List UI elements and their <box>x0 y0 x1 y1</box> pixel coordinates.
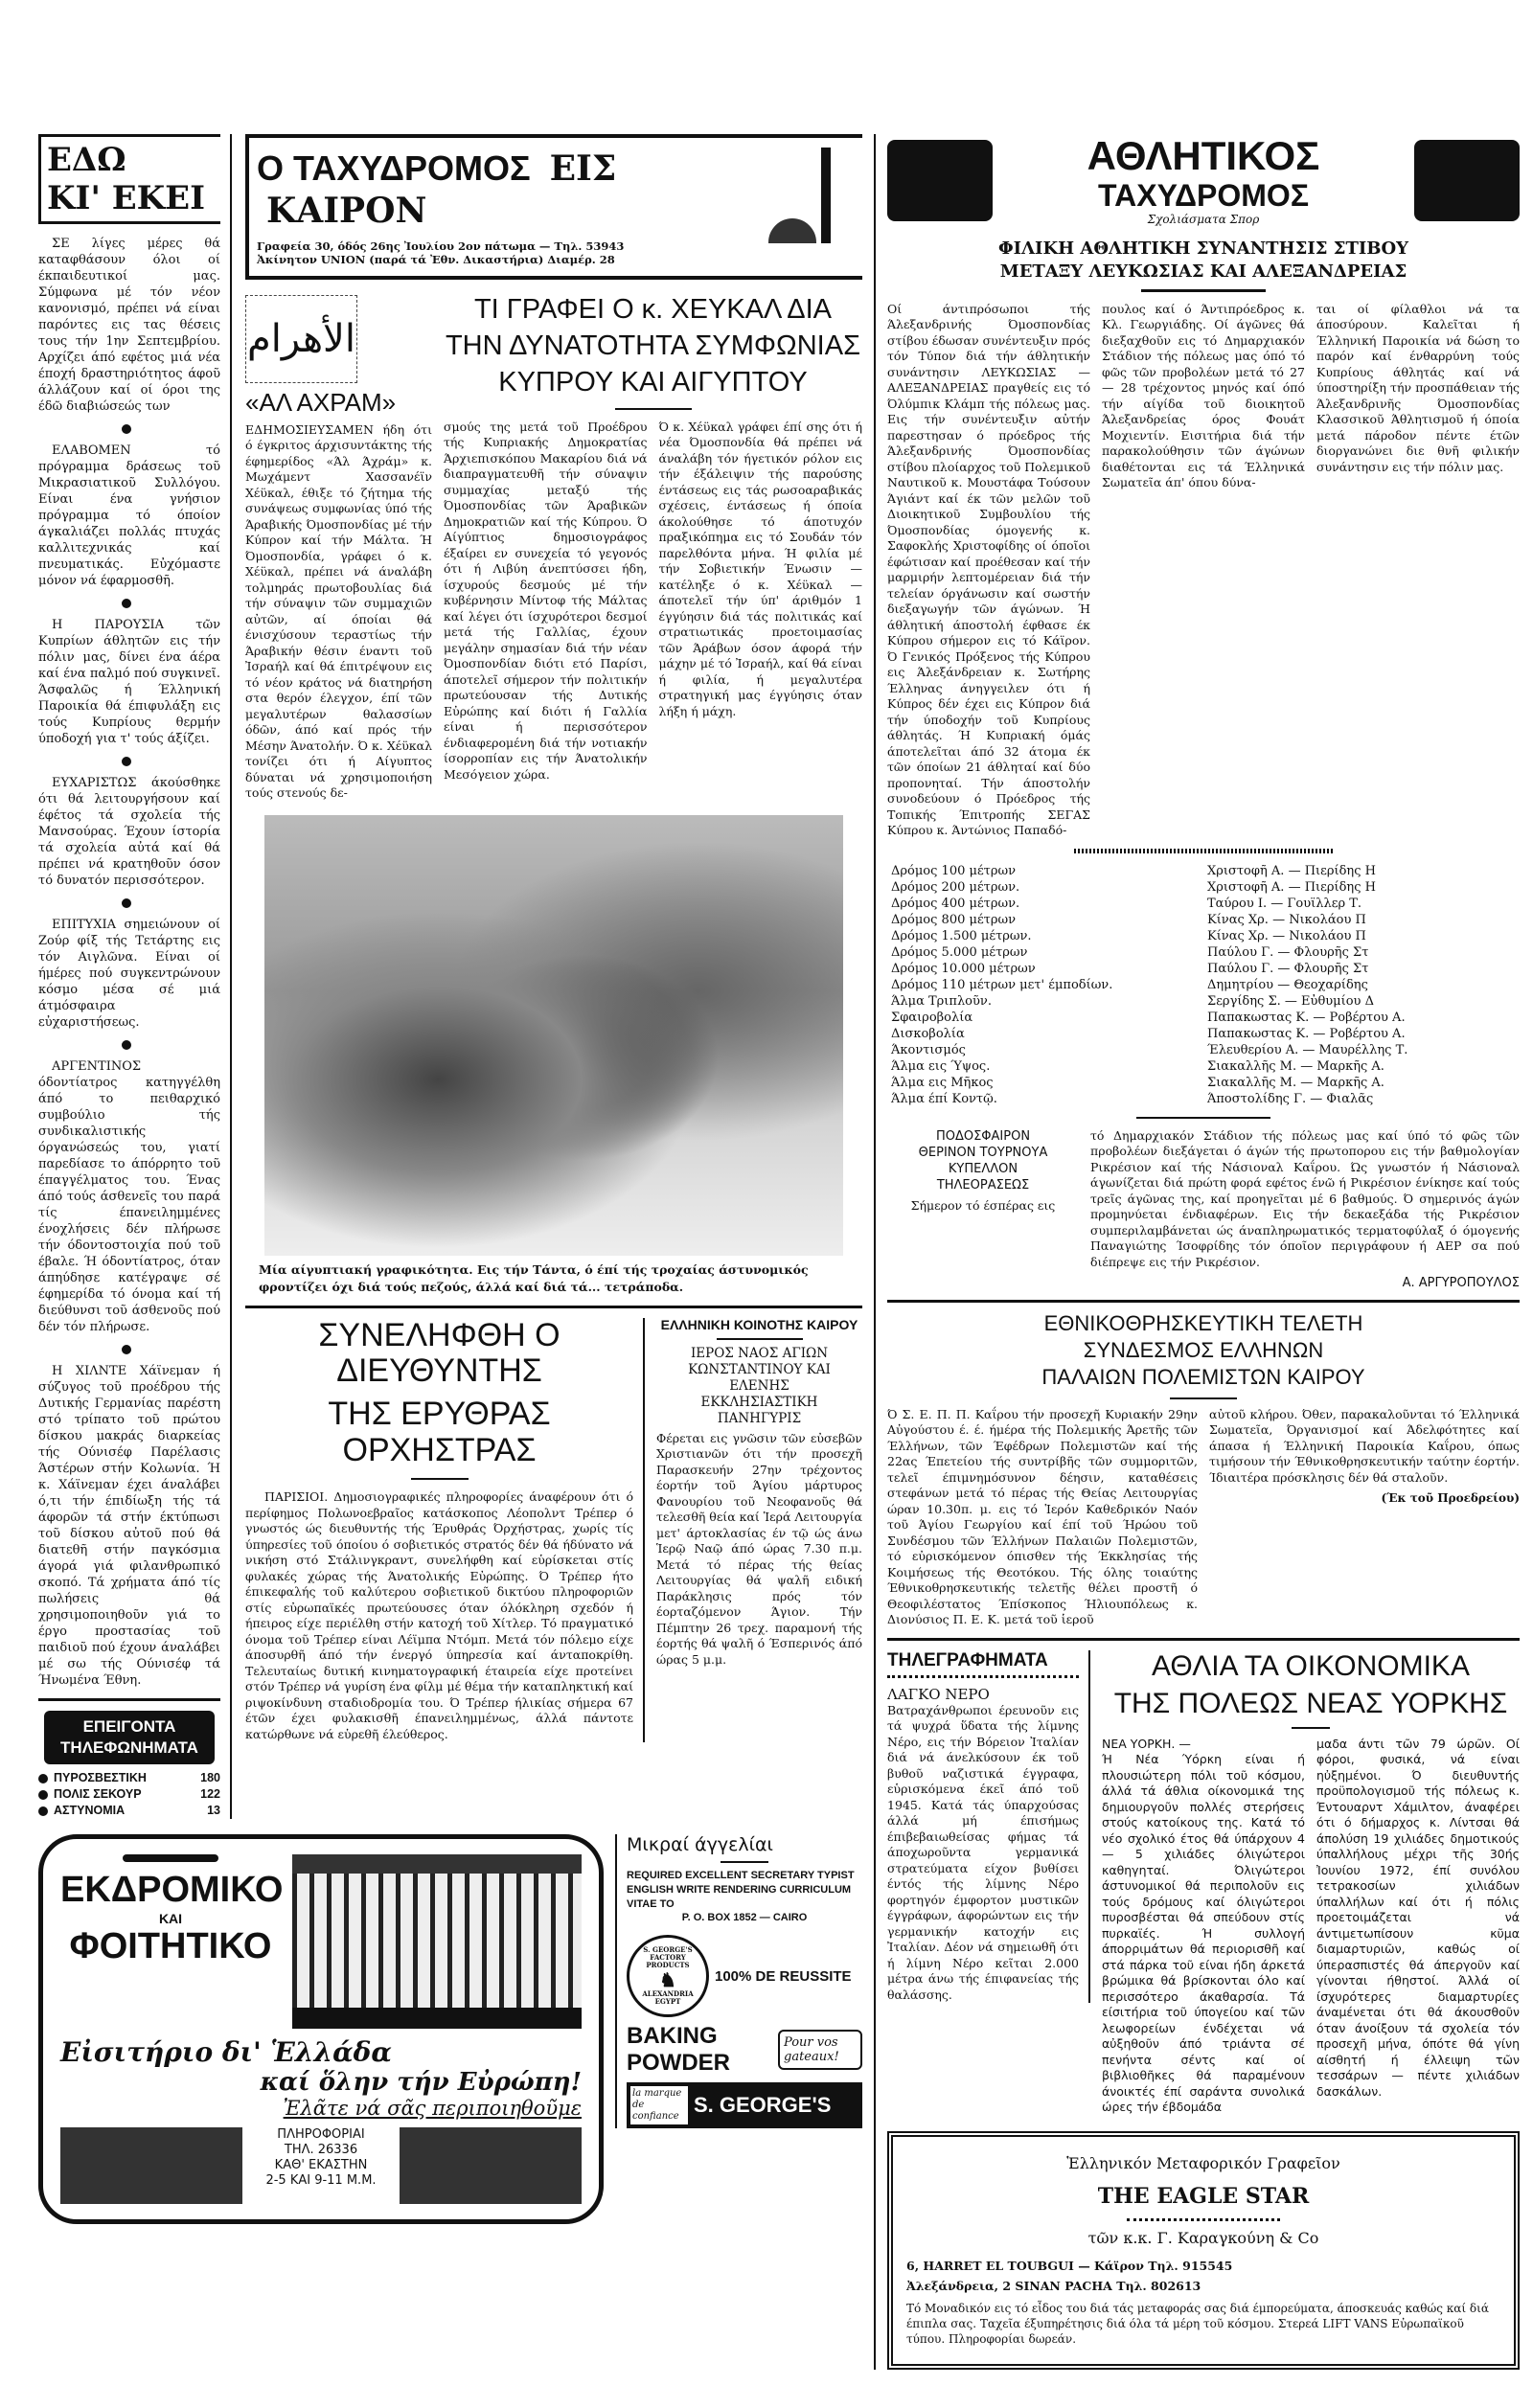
sports-banner-line1: ΑΘΛΗΤΙΚΟΣ <box>1087 133 1320 178</box>
main-story-col1: σμούς της μετά τοῦ Προέδρου τής Κυπριακής Δημοκρατίας Άρχιεπισκόπου Μακαρίου διά νά διαπραγματευθῆ τήν σύναψιν συμμαχίας μεταξύ τής Όμοσπονδίας τῶν Άραβικῶν Δημοκρατιῶν καί τής Κύπρου. Ό Αίγύπτιος δημοσιογράφος έξαίρει εν συνεχεία τό γεγονός ότι ή Λιβύη άνεπτύσσει ήδη, ίσχυρούς δεσμούς μέ τήν κυβέρνησιν Μίντοφ τής Μάλτας καί λέγει ότι ίσχυρότεροι δεσμοί μετά τής Γαλλίας, έχουν μεγάλην σημασίαν διά τήν νέαν Όμοσπονδίαν διότι ετό Παρίσι, άποτελεῖ σήμερον τήν πολιτικήν πρωτεύουσαν τής Δυτικής Εὐρώπης καί διότι ή Γαλλία είναι ή περισσότερον ένδιαφερομένη διά τήν νοτιακήν ίσορροπίαν εις τήν Άνατολικήν Μεσόγειον χώρα. <box>444 419 648 782</box>
football-heading-line: ΠΟΔΟΣΦΑΙΡΟΝ <box>935 1128 1031 1144</box>
excursion-title-line2: ΦΟΙΤΗΤΙΚΟ <box>69 1926 272 1966</box>
phone-number: 122 <box>200 1787 220 1801</box>
bullet-icon <box>38 753 220 769</box>
minaret-illustration <box>821 148 831 243</box>
news-photo-traffic-policeman <box>264 815 843 1256</box>
eagle-star-ad <box>887 2131 1520 2370</box>
section-rule <box>1136 1117 1270 1119</box>
headline-underline <box>1170 1397 1237 1399</box>
emergency-title-line2: ΤΗΛΕΦΩΝΗΜΑΤΑ <box>60 1738 198 1757</box>
masthead-title-part1: Ο ΤΑΧΥΔΡΟΜΟΣ <box>257 148 531 188</box>
left-item: ΕΥΧΑΡΙΣΤΩΣ άκούσθηκε ότι θά λειτουργήσουν καί έφέτος τά σχολεία τής Μανσούρας. Έχουν ίστορία τά σχολεία αὐτά καί θά πρέπει νά κρατηθοῦν όσον τό δυνατόν περισσότερον. <box>38 776 220 888</box>
result-athletes: Παπακωστας Κ. — Ροβέρτου Α. <box>1207 1010 1406 1025</box>
left-middle-block <box>38 134 862 2224</box>
section-rule <box>245 1306 862 1308</box>
seal-city: ALEXANDRIA EGYPT <box>642 1989 694 2006</box>
result-row <box>887 977 1520 993</box>
classified-ad-text: REQUIRED EXCELLENT SECRETARY TYPIST ENGLISH WRITE RENDERING CURRICULUM VITAE TO <box>627 1870 855 1910</box>
community-heading: ΕΛΛΗΝΙΚΗ ΚΟΙΝΟΤΗΣ ΚΑΙΡΟΥ <box>660 1316 858 1332</box>
result-athletes: Ταύρου Ι. — Γουϊλλερ Τ. <box>1207 896 1362 911</box>
result-row <box>887 993 1520 1010</box>
column-title-line1: ΕΔΩ <box>47 141 126 179</box>
eagle-star-line1: Ἑλληνικόν Μεταφορικόν Γραφεῖον <box>1066 2153 1340 2172</box>
sports-banner-left-illustration <box>887 140 993 221</box>
masthead-address-line2: Ἀκίνητον UNION (παρά τά Ἐθν. Δικαστήρια) Διαμέρ. 28 <box>257 253 615 266</box>
result-athletes: Χριστοφῆ Α. — Πιερίδης Η <box>1207 879 1376 895</box>
emergency-phone-list <box>38 1770 220 1819</box>
left-item: ΑΡΓΕΝΤΙΝΟΣ όδοντίατρος κατηγγέλθη άπό το πειθαρχικό συμβούλιο τής συνδικαλιστικής όργανώσεώς του, γιατί παρεδίασε το άπόρρητο τοῦ έπαγγέλματος του. Ένας άπό τούς άσθενεῖς του παρά τίς έπανειλημμένες ένοχλήσεις δέν πλήρωσε τήν όδοντοστοιχία πού τοῦ έβαλε. Ή όδοντίατρος, όταν άπηύδησε κατέγραψε σέ έφημερίδα τό όνομα καί τή διεύθυνσι τοῦ άσθενοῦς πού δέν τόν πλήρωσε. <box>38 1059 220 1334</box>
arrest-story <box>245 1318 645 1743</box>
football-heading-line: ΘΕΡΙΝΟΝ ΤΟΥΡΝΟΥΑ <box>918 1145 1048 1160</box>
sports-col1: Οί άντιπρόσωποι τής Άλεξανδρινής Όμοσπονδίας στίβου έδωσαν συνέντευξιν πρός τόν Τύπον διά τήν άθλητικήν συνάντησιν ΛΕΥΚΩΣΙΑΣ — ΑΛΕΞΑΝΔΡΕΙΑΣ πραγθείς εις τό Όλύμπικ Κλάμπ τής πόλεως μας. Εις τήν συνέντευξιν αὐτήν παρεστησαν ό πρόεδρος τής Άλεξανδρινής Όμοσπονδίας στίβου πλοίαρχος τοῦ Πολεμικοῦ Ναυτικοῦ κ. Μουστάφα Τούσουν Άγιάντ καί έκ τῶν μελῶν τοῦ Διοικητικοῦ Συμβουλίου τής Όμοσπονδίας όμογενής κ. Σαφοκλής Χριστοφίδης οί όποῖοι έφώτισαν καί προέθεσαν καί τήν μαρμιρήν λεπτομέρειαν διά τήν τελείαν όργάνωσιν καί σωστήν διεξαγωγήν τῶν άγώνων. Ή άθλητική άποστολή έφθασε έκ Κύπρου σήμερον εις τό Κάϊρον. Ό Γενικός Πρόξενος τής Κύπρου εις Άλεξάνδρειαν κ. Σωτήρης Έλληνας άνηγγειλεν ότι ή Κύπρος δέν έχει εις Κύπρον διά τήν ύποδοχήν τοῦ Κυπρίους άθλητάς. Ή Κυπριακή όμάς άποτελεῖται άπό 32 άτομα έκ τῶν όποίων 21 άθληταί καί δύο προπονηταί. Τήν άποστολήν συνοδεύουν ό Πρόεδρος τής Τοπικής Έπιτροπής ΣΕΓΑΣ Κύπρου κ. Άντώνιος Παπαδό- <box>887 301 1090 838</box>
new-york-col1 <box>1102 1737 1305 2116</box>
photo-caption: Μία αίγυπτιακή γραφικότητα. Εις τήν Τάντα, ό έπί τής τροχαίας άστυνομικός φροντίζει όχι διά τούς πεζούς, άλλά καί διά τά... τετράποδα. <box>259 1261 809 1294</box>
ornamental-rule <box>1074 849 1333 853</box>
left-item: Η ΧΙΛΝΤΕ Χάϊνεμαν ή σύζυγος τοῦ προέδρου τής Δυτικής Γερμανίας παρέστη στό τρίπατο τοῦ πρώτου δίσκου μακράς διαρκείας τής Ούνισέφ Παρέλασις Άστέρων στήν Κολωνία. Ή κ. Χάϊνεμαν έχει άναλάβει ό,τι τήν έπιδίωξη τής τά άφορῶν τά στήν έκτύπωσι τοῦ δίσκου αὐτοῦ πού θά διατεθῆ στήν παγκόσμια άγορά γιά φιλανθρωπικό σκοπό. Τά χρήματα άπό τίς πωλήσεις θά χρησιμοποιηθοῦν γιά το έργο προστασίας τοῦ παιδιοῦ πού έχουν άναλάβει μέ σω τής Ούνισέφ τά Ήνωμένα Έθνη. <box>38 1364 220 1688</box>
veterans-headline-line1: ΕΘΝΙΚΟΘΡΗΣΚΕΥΤΙΚΗ ΤΕΛΕΤΗ <box>1043 1311 1363 1336</box>
new-york-col2: μαδα άντι τῶν 79 ώρῶν. Οί φόροι, φυσικά, νά είναι ηὐξημένοι. Ό διευθυντής προϋπολογισμοῦ τής πόλεως κ. Έντουαρντ Χάμιλτον, άναφέρει ότι ό δήμαρχος κ. Λίντσαι θά άπολύση 19 χιλιάδες δημοτικούς ύπαλλήλους μέχρι τῆς 30ής Ἰουνίου 1972, έπί συνόλου τετρακοσίων χιλιάδων ύπαλλήλων καί ότι ή πόλις προετοιμάζεται νά άντιμετωπίσουν κῦμα διαμαρτυριῶν, καθώς οί ύπερασπιστές θά άπεργοῦν καί γίνονται ήθηστοί. Άλλά οί ίσχυρότερες διαμαρτυρίες άναμένεται ότι θά άκουσθοῦν όταν άνοίξουν τά σχολεία τόν προσεχῆ μήνα, όπότε θά γίνη αίσθητή ή έλλειψη τῶν τεσσάρων — πέντε χιλιάδων δασκάλων. <box>1316 1736 1520 2099</box>
new-york-headline-line2: ΤΗΣ ΠΟΛΕΩΣ ΝΕΑΣ ΥΟΡΚΗΣ <box>1113 1687 1508 1719</box>
sports-headline-line1: ΦΙΛΙΚΗ ΑΘΛΗΤΙΚΗ ΣΥΝΑΝΤΗΣΙΣ ΣΤΙΒΟΥ <box>997 239 1409 259</box>
horseman-icon: ♞ <box>659 1968 676 1991</box>
result-athletes: Σιακαλλῆς Μ. — Μαρκῆς Α. <box>1207 1075 1384 1090</box>
sphinx-illustration <box>768 218 816 243</box>
result-event: Δρόμος 400 μέτρων. <box>891 896 1020 911</box>
st-georges-ad <box>627 1935 862 2128</box>
telegrams-heading: ΤΗΛΕΓΡΑΦΗΜΑΤΑ <box>887 1649 1048 1670</box>
left-item: ΕΛΑΒΟΜΕΝ τό πρόγραμμα δράσεως τοῦ Μικρασιατικοῦ Συλλόγου. Είναι ένα γνήσιον πρόγραμμα τό όποίον άγκαλιάζει πολλάς πτυχάς καλλιτεχνικάς καί πνευματικάς. Εὐχόμαστε μόνον νά έφαρμοσθῆ. <box>38 443 220 588</box>
headline-underline <box>1292 1727 1330 1729</box>
st-georges-headline: 100% DE REUSSITE <box>715 1967 852 1985</box>
excursion-right-photo <box>400 2127 582 2204</box>
excursion-script-line2: καί ὅλην τήν Εὐρώπη! <box>260 2068 582 2097</box>
excursion-info <box>254 2127 388 2189</box>
masthead-title <box>257 148 759 232</box>
sports-banner <box>887 134 1520 226</box>
community-subheading-line: ΕΛΕΝΗΣ <box>729 1377 789 1394</box>
community-body: Φέρεται εις γνῶσιν τῶν εὐσεβῶν Χριστιανῶν ότι τήν προσεχῆ Παρασκευήν 27ην τρέχοντος έορτήν τοῦ Άγίου μάρτυρος Φανουρίου τοῦ Νεοφανοῦς θά τελεσθῆ θεία καί Ἱερά Λειτουργία μετ' άρτοκλασίας έν τῷ ώς άνω Ἱερῷ Ναῷ άπό ώρας 7.30 π.μ. Μετά τό πέρας τής θείας Λειτουργίας θά ψαλῆ ειδική Παράκλησις πρός τόν έορταζόμενον Άγιον. Τήν Πέμπτην 26 τρεχ. παραμονή τής έορτής θά ψαλῆ ό Έσπερινός άπό ώρας 5 μ.μ. <box>656 1430 863 1667</box>
new-york-headline-line1: ΑΘΛΙΑ ΤΑ ΟΙΚΟΝΟΜΙΚΑ <box>1152 1649 1470 1682</box>
football-heading-line: ΤΗΛΕΟΡΑΣΕΩΣ <box>936 1177 1030 1193</box>
result-athletes: Δημητρίου — Θεοχαρίδης <box>1207 977 1368 992</box>
result-row <box>887 863 1520 879</box>
column-title-box <box>38 134 220 224</box>
masthead <box>245 134 862 280</box>
right-column <box>874 134 1520 2370</box>
sports-col2: πουλος καί ό Άντιπρόεδρος κ. Κλ. Γεωργιάδης. Οί άγῶνες θά διεξαχθοῦν εις τό Δημαρχιακόν Στάδιον τής πόλεως μας όπό τό φῶς τῶν προβολέων μετά τό 27 — 28 τρέχοντος μηνός καί όπό τήν αίγίδα τοῦ διοικητοῦ Άλεξανδρείας όρος Φουάτ Μοχιεντίν. Εισιτήρια διά τήν παρακολούθησιν τῶν άγώνων διαθέτονται εις τά Έλληνικά Σωματεῖα άπ' όπου δύνα- <box>1102 301 1305 490</box>
left-column-items <box>38 236 220 1689</box>
phone-label: ΠΟΛΙΣ ΣΕΚΟΥΡ <box>54 1787 142 1801</box>
section-rule <box>887 1638 1520 1641</box>
st-georges-tagline: la marque de confiance <box>630 2086 688 2124</box>
phone-number: 13 <box>207 1804 220 1817</box>
result-athletes: Σιακαλλῆς Μ. — Μαρκῆς Α. <box>1207 1058 1384 1074</box>
main-headline-line2: ΤΗΝ ΔΥΝΑΤΟΤΗΤΑ ΣΥΜΦΩΝΙΑΣ <box>445 329 861 361</box>
excursion-script-line1: Εἰσιτήριο δι' Ἑλλάδα <box>60 2036 392 2068</box>
new-york-dateline: ΝΕΑ ΥΟΡΚΗ. — <box>1102 1736 1191 1751</box>
result-row <box>887 961 1520 977</box>
result-event: Άλμα Τριπλοῦν. <box>891 993 992 1009</box>
result-athletes: Παπακωστας Κ. — Ροβέρτου Α. <box>1207 1026 1406 1041</box>
sports-col3: ται οί φίλαθλοι νά τα άποσύρουν. Καλεῖται ή Έλληνική Παροικία νά δώση το παρόν καί ένθαρρύνη τούς Κυπρίους άθλητάς καί νά ύποστηρίξη τήν προσπάθειαν τής Άλεξανδρινῆς Όμοσπονδίας Κλασσικοῦ Άθλητισμοῦ ή όποία μετά πάροδον πέντε έτῶν διοργανώνει διε θνῆ φιλικήν συνάντησιν εις τήν πόλιν μας. <box>1316 301 1520 474</box>
arrest-headline-line2: ΤΗΣ ΕΡΥΘΡΑΣ ΟΡΧΗΣΤΡΑΣ <box>328 1396 551 1468</box>
result-event: Δρόμος 100 μέτρων <box>891 863 1017 878</box>
excursion-info-line: ΤΗΛ. 26336 <box>284 2143 358 2157</box>
veterans-section <box>887 1312 1520 1628</box>
main-headline <box>444 295 862 398</box>
veterans-col1: Ό Σ. Ε. Π. Π. Καΐρου τήν προσεχῆ Κυριακήν 29ην Αὐγούστου έ. έ. ήμέρα τής Πολεμικής Άρετῆς τῶν Έλλήνων, τῶν Έφέδρων Πολεμιστῶν καί τής 22ας Έπετείου τής συντρίβῆς τῶν συμμοριτῶν, τελεῖ έπιμνημόσυνον δέησιν, καταθέσεις στεφάνων μετά τό πέρας τής Θείας Λειτουργίας ώραν 10.30π. μ. εις τό Ἱερόν Καθεδρικόν Ναόν τοῦ Άγίου Γεωργίου καί έπί τοῦ Ήρώου τοῦ Συνδέσμου τῶν Έλλήνων Παλαιῶν Πολεμιστῶν, τό εὐρισκόμενον όπισθεν τής Έκκλησίας τής Κοιμήσεως τής Θεοτόκου. Τής όλης τοιαύτης Έθνικοθρησκευτικής τελετῆς θέλει προστῆ ό Θεοφιλέστατος Έπίσκοπος Ήλιουπόλεως κ. Διονύσιος Π. Ε. Κ. μετά τοῦ ἱεροῦ <box>887 1406 1198 1627</box>
section-rule <box>887 1300 1520 1303</box>
st-georges-product <box>627 2023 772 2077</box>
main-headline-line1: ΤΙ ΓΡΑΦΕΙ Ο κ. ΧΕΥΚΑΛ ΔΙΑ <box>473 294 833 325</box>
arrest-dateline: ΠΑΡΙΣΙΟΙ. <box>264 1489 329 1505</box>
result-event: Δρόμος 1.500 μέτρων. <box>891 928 1032 943</box>
main-story-col2: Ό κ. Χέϋκαλ γράφει έπί σης ότι ή νέα Όμοσπονδία θά πρέπει νά άναλάβη τόν ήγετικόν ρόλον εις τήν έξάλειψιν τής παρούσης έντάσεως εις τάς ρωσοαραβικάς σχέσεις, έντάσεως ή όποία άκολούθησε τό άποτυχόν πραξικόπημα εις τό Σουδάν τόν παρελθόντα μήνα. Ή φιλία μέ τήν Σοβιετικήν Ένωσιν — κατέληξε ό κ. Χέϋκαλ — άποτελεῖ τήν ύπ' άριθμόν 1 έγγύησιν διά τάς πολιτικάς καί στρατιωτικάς προετοιμασίας τῶν Άράβων όσον άφορά τήν μάχην μέ τό Ἰσραήλ, καί θά είναι ή φιλία, ή μεγαλυτέρα στρατηγική μας έγγύησις όταν λήξη ή μάχη. <box>658 419 862 718</box>
new-york-box <box>1102 1650 1520 2116</box>
result-row <box>887 1075 1520 1091</box>
result-event: Άκοντισμός <box>891 1042 966 1057</box>
sports-banner-script: Σχολιάσματα Σπορ <box>1147 213 1260 226</box>
result-athletes: Έλευθερίου Α. — Μαυρέλλης Τ. <box>1207 1042 1408 1057</box>
al-ahram-column <box>245 295 432 802</box>
community-subheading-line: ΠΑΝΗΓΥΡΙΣ <box>717 1410 802 1426</box>
column-title-line2: ΚΙ' ΕΚΕΙ <box>47 179 205 217</box>
phone-row <box>38 1786 220 1803</box>
airplane-illustration <box>123 1854 218 1862</box>
result-event: Άλμα έπί Κοντῷ. <box>891 1091 997 1106</box>
cairo-skyline-illustration <box>768 148 855 243</box>
arrest-body <box>245 1489 633 1742</box>
main-headline-line3: ΚΥΠΡΟΥ ΚΑΙ ΑΙΓΥΠΤΟΥ <box>498 366 808 398</box>
result-athletes: Άποστολίδης Γ. — Φιαλᾶς <box>1207 1091 1374 1106</box>
emergency-phones-banner <box>44 1711 215 1764</box>
sports-banner-title <box>1002 134 1405 226</box>
classifieds-heading: Μικραί άγγελίαι <box>627 1834 773 1855</box>
phone-row <box>38 1770 220 1786</box>
veterans-headline-line3: ΠΑΛΑΙΩΝ ΠΟΛΕΜΙΣΤΩΝ ΚΑΙΡΟΥ <box>1041 1365 1365 1390</box>
sports-headline-line2: ΜΕΤΑΞΥ ΛΕΥΚΩΣΙΑΣ ΚΑΙ ΑΛΕΞΑΝΔΡΕΙΑΣ <box>999 261 1407 282</box>
result-event: Δισκοβολία <box>891 1026 965 1041</box>
excursion-title <box>60 1854 284 1967</box>
result-row <box>887 1010 1520 1026</box>
bullet-icon <box>38 1036 220 1053</box>
sports-banner-right-illustration <box>1414 140 1520 221</box>
excursion-info-line: 2-5 ΚΑΙ 9-11 Μ.Μ. <box>265 2173 377 2188</box>
product-line2: POWDER <box>627 2050 730 2076</box>
arrest-headline-line1: ΣΥΝΕΛΗΦΘΗ Ο ΔΙΕΥΘΥΝΤΗΣ <box>318 1316 561 1389</box>
section-rule <box>38 1698 220 1701</box>
football-text: Σήμερον τό έσπέρας εις <box>910 1197 1056 1213</box>
al-ahram-body: ΕΔΗΜΟΣΙΕΥΣΑΜΕΝ ήδη ότι ό έγκριτος άρχισυντάκτης τής έφημερίδος «Άλ Άχράμ» κ. Μωχάμεντ Χασσανέϊν Χέϋκαλ, έθιξε τό ζήτημα τής συνάψεως συμφωνίας ύπό τής Άραβικής Όμοσπονδίας μέ τήν Κύπρον καί τήν Μάλτα. Ή Όμοσπονδία, γράφει ό κ. Χέϋκαλ, πρέπει νά άναλάβη τολμηράς πρωτοβουλίας διά τήν σύναψιν τῶν συμμαχιῶν αὐτῶν, αί όποίαι θά ένισχύσουν τεραστίως τήν Άραβικήν θέσιν έναντι τοῦ Ἰσραήλ καί θά έπιτρέψουν εις τό νέον κράτος νά διατηρήση στα θερόν έλεγχον, έπί τῶν μεγαλυτέρων θαλασσίων όδῶν, άπό καί πρός τήν Μέσην Άνατολήν. Ό κ. Χέϋκαλ τονίζει ότι ή Αίγυπτος δύναται νά χρησιμοποιήση τούς στενούς δε- <box>245 421 432 801</box>
eagle-star-body: Τό Μοναδικόν εις τό εἶδος του διά τάς μεταφοράς σας διά έμπορεύματα, άποσκευάς καθώς καί διά έπιπλα σας. Ταχεῖα έξυπηρέτησις διά όλα τά μέρη τοῦ κόσμου. Στερεά LIFT VANS Εὐρωπαϊκοῦ τύπου. Πληροφορίαι δωρεάν. <box>906 2301 1489 2346</box>
headline-underline <box>411 1478 469 1480</box>
result-event: Άλμα εις Μῆκος <box>891 1075 994 1090</box>
st-georges-brand-bar <box>627 2082 862 2128</box>
st-georges-script: Pour vos gateaux! <box>778 2030 862 2070</box>
excursion-script-line3: Ἐλᾶτε νά σᾶς περιποιηθοῦμε <box>283 2097 582 2120</box>
athletics-results-table <box>887 863 1520 1107</box>
result-athletes: Κίνας Χρ. — Νικολάου Π <box>1207 928 1366 943</box>
sports-headline <box>887 239 1520 282</box>
excursion-ad <box>38 1834 604 2224</box>
telegram-subheading: ΛΑΓΚΟ ΝΕΡΟ <box>887 1685 990 1703</box>
bullet-icon <box>38 1774 48 1783</box>
result-athletes: Χριστοφῆ Α. — Πιερίδης Η <box>1207 863 1376 878</box>
result-athletes: Σεργίδης Σ. — Εὐθυμίου Δ <box>1207 993 1374 1009</box>
bullet-icon <box>38 1341 220 1357</box>
main-story <box>444 295 862 783</box>
telegrams-body: Βατραχάνθρωποι έρευνοῦν εις τά ψυχρά ὕδατα τής λίμνης Νέρο, εις τήν Βόρειον Ἰταλίαν διά νά άνελκύσουν έκ τοῦ βυθοῦ ναζιστικά έγγραφα, εὑρισκόμενα έκεῖ άπό τοῦ 1945. Κατά τάς ύπαρχούσας άλλά μή έπισήμως έπιβεβαιωθείσας φήμας τά άποχωροῦντα γερμανικά στρατεύματα είχον βυθίσει έντός τής λίμνης Νέρο φορτηγόν έμφορτον μυστικῶν έγγράφων, άφορώντων εις τήν γερμανικήν κατοχήν εις Ἰταλίαν. Δέον νά σημειωθῆ ότι ή λίμνη Νέρο κεῖται 2.000 μέτρα άνω τής έπιφανείας τής θαλάσσης. <box>887 1702 1079 2002</box>
new-york-text: Ή Νέα Ύόρκη είναι ή πλουσιώτερη πόλι τοῦ κόσμου, άλλά τά άθλια οίκονομικά της δημιουργοῦν πολλές στερήσεις στούς κατοίκους της. Κατά τό νέο σχολικό έτος θά ύπάρχουν 4 — 5 χιλιάδες όλιγώτεροι καθηγηταί. Όλιγώτεροι άστυνομικοί θά περιπολοῦν εις τούς δρόμους καί όλιγώτεροι πυροσβέσται θά σπεύδουν στίς πυρκαϊές. Ή συλλογή άπορριμάτων θά περιορισθῆ καί στά πάρκα τοῦ είναι ήδη άρκετά βρώμικα θά βρίσκονται όλο καί περισσότερο άκαθαρσία. Τά είσιτήρια τοῦ ύπογείου καί τῶν λεωφορείων ένδέχεται νά αὐξηθοῦν άπό τριάντα σέ πενήντα σέντς καί οί βιβλιοθῆκες θά παραμένουν άνοικτές έπί σαράντα συνολικά ώρες τήν έβδομάδα <box>1102 1752 1305 2115</box>
result-event: Άλμα εις Ύψος. <box>891 1058 991 1074</box>
heading-underline <box>717 1338 803 1340</box>
community-subheading-line: ΕΚΚΛΗΣΙΑΣΤΙΚΗ <box>700 1394 818 1410</box>
middle-column <box>245 134 862 1742</box>
excursion-title-line1: ΕΚΔΡΟΜΙΚΟ <box>60 1870 284 1910</box>
result-row <box>887 879 1520 896</box>
result-athletes: Παύλου Γ. — Φλουρῆς Στ <box>1207 944 1369 960</box>
emergency-phones-box <box>38 1711 220 1819</box>
bullet-icon <box>38 595 220 611</box>
eagle-star-owners: τῶν κ.κ. Γ. Καραγκούνη & Co <box>1087 2228 1319 2247</box>
community-subheading <box>656 1346 862 1427</box>
sports-author: Α. ΑΡΓΥΡΟΠΟΥΛΟΣ <box>1402 1276 1520 1291</box>
sports-banner-line2: ΤΑΧΥΔΡΟΜΟΣ <box>1097 178 1310 213</box>
bullet-icon <box>38 895 220 911</box>
emergency-title-line1: ΕΠΕΙΓΟΝΤΑ <box>82 1717 176 1736</box>
al-ahram-heading: «ΑΛ ΑΧΡΑΜ» <box>245 388 397 417</box>
excursion-left-photo <box>60 2127 242 2204</box>
phone-label: ΑΣΤΥΝΟΜΙΑ <box>54 1804 126 1817</box>
classifieds <box>627 1834 862 1923</box>
football-heading <box>887 1128 1079 1214</box>
veterans-headline-line2: ΣΥΝΔΕΣΜΟΣ ΕΛΛΗΝΩΝ <box>1083 1338 1324 1363</box>
bullet-icon <box>38 420 220 437</box>
veterans-signature: (Έκ τοῦ Προεδρείου) <box>1381 1491 1520 1506</box>
headline-underline <box>615 408 692 410</box>
result-row <box>887 928 1520 944</box>
result-event: Δρόμος 10.000 μέτρων <box>891 961 1036 976</box>
bullet-icon <box>38 1806 48 1816</box>
football-heading-line: ΚΥΠΕΛΛΟΝ <box>948 1161 1018 1176</box>
left-item: Η ΠΑΡΟΥΣΙΑ τῶν Κυπρίων άθλητῶν εις τήν πόλιν μας, δίνει ένα άέρα καί ένα παλμό πού συγκινεῖ. Άσφαλῶς ή Έλληνική Παροικία θά έπιφυλάξη εις τούς Κυπρίους θερμήν ύποδοχή για τ' τούς άξίζει. <box>38 618 220 746</box>
arrest-text: Δημοσιογραφικές πληροφορίες άναφέρουν ότι ό περίφημος Πολωνοεβραῖος κατάσκοπος Λέοπολντ Τρέπερ ό γνωστός ώς διευθυντής τής Έρυθράς Όρχήστρας, χωρίς τίς ύπηρεσίες τοῦ όποίου ό σοβιετικός στρατός δέν θά ήδύνατο νά νικήση στό Στάλινγκραντ, συνελήφθη καί εὑρίσκεται στίς φυλακές χώρας τής Άνατολικής Εὐρώπης. Ό Τρέπερ ήτο έπικεφαλής τοῦ καλύτερου σοβιετικοῦ δικτύου πληροφοριῶν στίς εὐρωπαϊκές πρωτεύουσες όταν όλόκληρη σχεδόν ή ήπειρος είχε περιέλθη στήν κατοχή τοῦ Χίτλερ. Τό πραγματικό όνομα τοῦ Τρέπερ είναι Λέϊμπα Ντόμπ. Μετά τόν πόλεμο είχε άποσυρθῆ άπό τήν ένεργό ύπηρεσία καί άνταποκρίθη. Τελευταίως δυτική κινηματογραφική έταιρεία είχε προτείνει στόν Τρέπερ νά γυρίση ένα φίλμ μέ θέμα τήν καταπληκτική καί ριψοκίνδυνη σταδιοδρομία του. Ό Τρέπερ ήλικίας σήμερα 67 έτῶν έχει φυλακισθῆ έπανειλημμένως, άλλά πάντοτε κατώρθωνε νά εὑρεθῆ έλεύθερος. <box>245 1489 633 1741</box>
football-col2: τό Δημαρχιακόν Στάδιον τής πόλεως μας καί ύπό τό φῶς τῶν προβολέων διεξάγεται ό άγών τής πρωτοπορου εις τήν βαθμολογίαν Ρικρέσιον καί τής Νάσιοναλ Καΐρου. Ώς γνωστόν ή Νάσιοναλ άγωνίζεται διά πρώτη φορά εφέτος ένῶ ή Ρικρέσιον ένίκησε καί τούς τρεῖς άγῶνας της, καί προηγεῖται μέ 6 βαθμούς. Ό σημερινός άγών προμηνύεται ένδιαφέρων. Εις τήν δεκαεξάδα τής Ρικρέσιον συμπεριλαμβάνεται ώς άναπληρωματικός τερματοφύλαξ ό όμογενής Παναγιώτης Ίσοφρίδης τόν όποῖον περιγράφουν ή ΑΕΡ σα πού διέπρεψε εις τήν Ρικρέσιον. <box>1090 1127 1520 1269</box>
result-event: Δρόμος 5.000 μέτρων <box>891 944 1028 960</box>
excursion-info-line: ΚΑΘ' ΕΚΑΣΤΗΝ <box>274 2158 368 2172</box>
telegrams-section <box>887 1650 1090 2004</box>
eagle-star-address1: 6, HARRET EL TOUBGUI — Κάϊρον Τηλ. 915545 <box>906 2258 1233 2273</box>
result-row <box>887 1026 1520 1042</box>
result-row <box>887 896 1520 912</box>
left-column <box>38 134 232 1819</box>
st-georges-brand: S. GEORGE'S <box>694 2093 832 2117</box>
excursion-info-line: ΠΛΗΡΟΦΟΡΙΑΙ <box>277 2127 365 2142</box>
result-event: Δρόμος 800 μέτρων <box>891 912 1017 927</box>
result-event: Δρόμος 200 μέτρων. <box>891 879 1020 895</box>
result-row <box>887 1058 1520 1075</box>
seal-text: S. GEORGE'S FACTORY PRODUCTS <box>643 1945 693 1969</box>
headline-underline <box>1141 289 1266 292</box>
st-georges-seal <box>627 1935 709 2017</box>
eagle-star-address2: Ἀλεξάνδρεια, 2 SINAN PACHA Τηλ. 802613 <box>906 2278 1201 2293</box>
bullet-icon <box>38 1790 48 1800</box>
masthead-address-line1: Γραφεία 30, όδός 26ης Ἰουλίου 2ον πάτωμα — Τηλ. 53943 <box>257 239 625 253</box>
phone-row <box>38 1803 220 1819</box>
excursion-title-and: ΚΑΙ <box>158 1911 183 1926</box>
left-item: ΕΠΙΤΥΧΙΑ σημειώνουν οί Ζούρ φίξ τής Τετάρτης εις τόν Αιγλῶνα. Είναι οί ήμέρες πού συγκεντρώνουν κόσμο μέσα σέ μιά άτμόσφαιρα εὐχαριστήσεως. <box>38 918 220 1030</box>
result-event: Δρόμος 110 μέτρων μετ' έμποδίων. <box>891 977 1113 992</box>
result-row <box>887 1091 1520 1107</box>
heading-underline <box>721 1861 768 1863</box>
result-row <box>887 912 1520 928</box>
result-athletes: Παύλου Γ. — Φλουρῆς Στ <box>1207 961 1369 976</box>
phone-number: 180 <box>200 1771 220 1784</box>
phone-label: ΠΥΡΟΣΒΕΣΤΙΚΗ <box>54 1771 147 1784</box>
community-section <box>656 1318 862 1669</box>
product-line1: BAKING <box>627 2023 718 2049</box>
al-ahram-logo: الأهرام <box>245 295 357 383</box>
result-row <box>887 1042 1520 1058</box>
parthenon-illustration <box>292 1854 582 2029</box>
dotted-rule <box>887 1675 1079 1678</box>
community-subheading-line: ΙΕΡΟΣ ΝΑΟΣ ΑΓΙΩΝ <box>690 1345 829 1361</box>
veterans-col2: αὐτοῦ κλήρου. Όθεν, παρακαλοῦνται τό Έλληνικά Σωματεῖα, Όργανισμοί καί Άδελφότητες καί άπασα ή Έλληνική Παροικία Καΐρου, όπως τιμήσουν τήν Έθνικοθρησκευτικήν ταύτην έορτήν. Ίδιαιτέρα πρόσκλησις δέν θά σταλοῦν. <box>1209 1406 1520 1485</box>
result-event: Σφαιροβολία <box>891 1010 973 1025</box>
classifieds-and-ad-column <box>615 1834 862 2128</box>
result-row <box>887 944 1520 961</box>
left-item: ΣΕ λίγες μέρες θά καταφθάσουν όλοι οί έκπαιδευτικοί μας. Σύμφωνα μέ τόν νέον κανονισμό, πρέπει νά είναι παρόντες εις τας θέσεις τους τήν 1ην Σεπτεμβρίου. Αρχίζει άπό εφέτος μιά νέα έποχή δραστηριότητος άφοῦ άλλάζουν καί οί όροι της έδῶ διαβιώσεώς των <box>38 237 220 414</box>
eagle-star-name: THE EAGLE STAR <box>1097 2183 1310 2209</box>
classified-ad-address: P. O. BOX 1852 — CAIRO <box>681 1912 808 1923</box>
masthead-title-part3: ΚΑΙΡΟΝ <box>266 191 427 231</box>
community-subheading-line: ΚΩΝΣΤΑΝΤΙΝΟΥ ΚΑΙ <box>688 1361 831 1377</box>
result-athletes: Κίνας Χρ. — Νικολάου Π <box>1207 912 1366 927</box>
masthead-title-part2: ΕΙΣ <box>549 148 617 189</box>
